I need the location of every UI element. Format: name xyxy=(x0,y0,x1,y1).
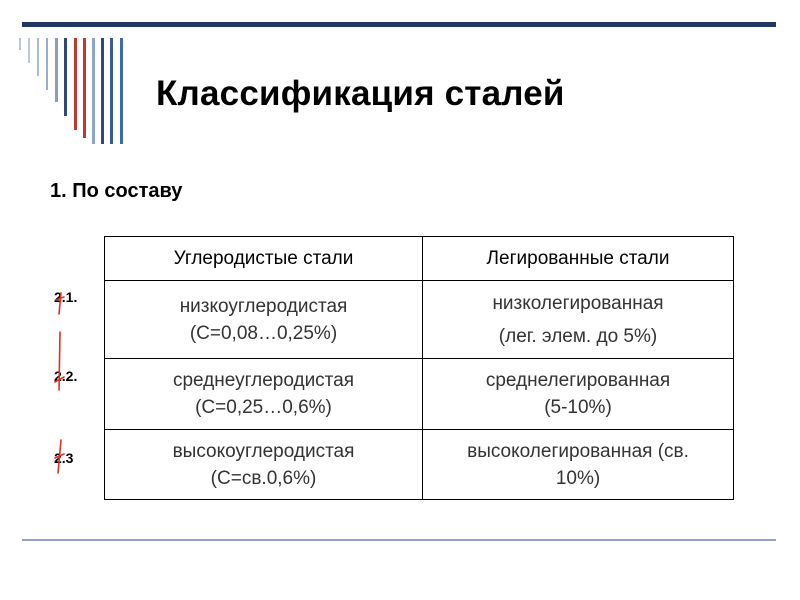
row-number-label: 2.3 xyxy=(54,450,74,466)
striped-corner-decoration xyxy=(0,0,140,150)
red-tick-mark xyxy=(50,286,70,326)
section-heading: 1. По составу xyxy=(50,180,183,202)
cell-line: низкоуглеродистая xyxy=(179,295,348,317)
stripe-group xyxy=(19,38,123,144)
red-tick-mark xyxy=(50,437,70,482)
cell-line: низколегированная xyxy=(492,292,664,314)
stripe xyxy=(28,38,30,63)
cell-line: высоколегированная (св. xyxy=(467,440,689,462)
stripe xyxy=(19,38,21,50)
stripe xyxy=(92,38,95,144)
cell-line: (5-10%) xyxy=(544,397,612,418)
cell-line: (С=св.0,6%) xyxy=(210,467,317,489)
table-cell-carbon xyxy=(105,281,423,359)
table-row xyxy=(105,359,734,430)
cell-line: среднелегированная xyxy=(485,370,671,391)
cell-line: высокоуглеродистая xyxy=(172,440,355,462)
row-number-label: 2.2. xyxy=(54,368,78,384)
stripe xyxy=(110,38,113,144)
stripe xyxy=(120,38,123,144)
table-row xyxy=(105,430,734,500)
stripe xyxy=(46,38,48,90)
row-number-label: 2.1. xyxy=(54,289,78,305)
column-header-carbon-steels: Углеродистые стали xyxy=(105,237,423,281)
table-cell-alloy xyxy=(423,281,734,359)
bottom-rule xyxy=(22,539,776,541)
column-header-alloy-steels: Легированные стали xyxy=(423,237,734,281)
table-cell-alloy xyxy=(423,359,734,430)
table-cell-carbon xyxy=(105,359,423,430)
stripe xyxy=(83,38,86,138)
stripe xyxy=(64,38,67,116)
table-row xyxy=(105,281,734,359)
red-tick-mark xyxy=(50,330,70,400)
cell-line: (С=0,25…0,6%) xyxy=(195,397,332,418)
cell-line: 10%) xyxy=(555,467,601,489)
table-header-row xyxy=(105,237,734,281)
table-cell-alloy xyxy=(423,430,734,500)
slide-title: Классификация сталей xyxy=(156,74,565,113)
stripe xyxy=(74,38,77,130)
table-cell-carbon xyxy=(105,430,423,500)
cell-line: среднеуглеродистая xyxy=(172,370,355,391)
steel-classification-table xyxy=(104,236,734,500)
cell-line: (С=0,08…0,25%) xyxy=(189,322,338,344)
stripe xyxy=(37,38,39,76)
cell-line: (лег. элем. до 5%) xyxy=(498,325,658,347)
stripe xyxy=(55,38,58,102)
stripe xyxy=(101,38,104,144)
